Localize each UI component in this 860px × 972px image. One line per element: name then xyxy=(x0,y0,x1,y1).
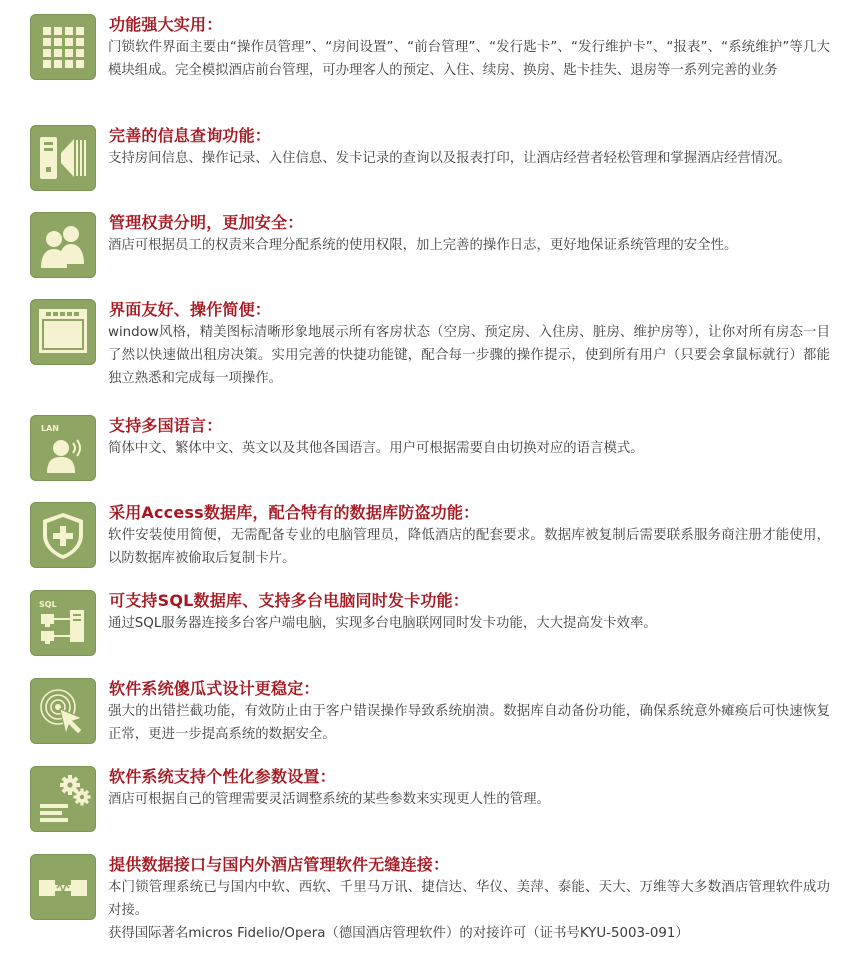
grid-icon xyxy=(30,14,96,80)
feature-description: 简体中文、繁体中文、英文以及其他各国语言。用户可根据需要自由切换对应的语言模式。 xyxy=(108,441,644,456)
sql-icon-label: SQL xyxy=(39,600,57,609)
feature-title: 界面友好、操作简便： xyxy=(109,300,272,319)
shield-plus-icon xyxy=(30,502,96,568)
lan-icon-label: LAN xyxy=(41,424,59,433)
feature-description: 软件安装使用简便，无需配备专业的电脑管理员，降低酒店的配套要求。数据库被复制后需要联系服务商注册才能使用，以防数据库被偷取后复制卡片。 xyxy=(108,528,830,566)
feature-description xyxy=(108,876,830,945)
lan-language-icon xyxy=(30,415,96,481)
feature-description: 强大的出错拦截功能，有效防止由于客户错误操作导致系统崩溃。数据库自动备份功能，确保系统意外瘫痪后可快速恢复正常，更进一步提高系统的数据安全。 xyxy=(108,704,830,742)
window-icon xyxy=(30,299,96,365)
feature-description: window风格，精美图标清晰形象地展示所有客房状态（空房、预定房、入住房、脏房、维护房等），让你对所有房态一目了然以快速做出租房决策。实用完善的快捷功能键，配合每一步骤的操作提示，使到所有用户（只要会拿鼠标就行）都能独立熟悉和完成每一项操作。 xyxy=(108,325,830,386)
cursor-click-icon xyxy=(30,678,96,744)
feature-title: 可支持SQL数据库、支持多台电脑同时发卡功能： xyxy=(109,591,469,610)
feature-title: 功能强大实用： xyxy=(109,15,223,34)
feature-description-line: 本门锁管理系统已与国内中软、西软、千里马万讯、捷信达、华仪、美萍、泰能、天大、万维等大多数酒店管理软件成功对接。 xyxy=(108,880,830,918)
feature-description: 酒店可根据员工的权责来合理分配系统的使用权限，加上完善的操作日志，更好地保证系统管理的安全性。 xyxy=(108,238,738,253)
feature-title: 支持多国语言： xyxy=(109,416,223,435)
feature-description: 通过SQL服务器连接多台客户端电脑，实现多台电脑联网同时发卡功能，大大提高发卡效率。 xyxy=(108,616,657,631)
feature-title: 完善的信息查询功能： xyxy=(109,126,272,145)
feature-title: 软件系统支持个性化参数设置： xyxy=(109,767,336,786)
feature-title: 采用Access数据库，配合特有的数据库防盗功能： xyxy=(109,503,480,522)
feature-title: 提供数据接口与国内外酒店管理软件无缝连接： xyxy=(109,855,450,874)
feature-title: 管理权责分明，更加安全： xyxy=(109,213,304,232)
feature-description-line: 获得国际著名micros Fidelio/Opera（德国酒店管理软件）的对接许可（证书号KYU-5003-091） xyxy=(108,926,689,941)
sql-network-icon xyxy=(30,590,96,656)
gear-settings-icon xyxy=(30,766,96,832)
users-icon xyxy=(30,212,96,278)
feature-description: 支持房间信息、操作记录、入住信息、发卡记录的查询以及报表打印，让酒店经营者轻松管理和掌握酒店经营情况。 xyxy=(108,151,791,166)
feature-title: 软件系统傻瓜式设计更稳定： xyxy=(109,679,320,698)
feature-description: 酒店可根据自己的管理需要灵活调整系统的某些参数来实现更人性的管理。 xyxy=(108,792,550,807)
feature-description: 门锁软件界面主要由“操作员管理”、“房间设置”、“前台管理”、“发行匙卡”、“发行维护卡”、“报表”、“系统维护”等几大模块组成。完全模拟酒店前台管理，可办理客人的预定、入住、续房、换房、匙卡挂失、退房等一系列完善的业务 xyxy=(108,40,830,78)
info-query-icon xyxy=(30,125,96,191)
connector-icon xyxy=(30,854,96,920)
